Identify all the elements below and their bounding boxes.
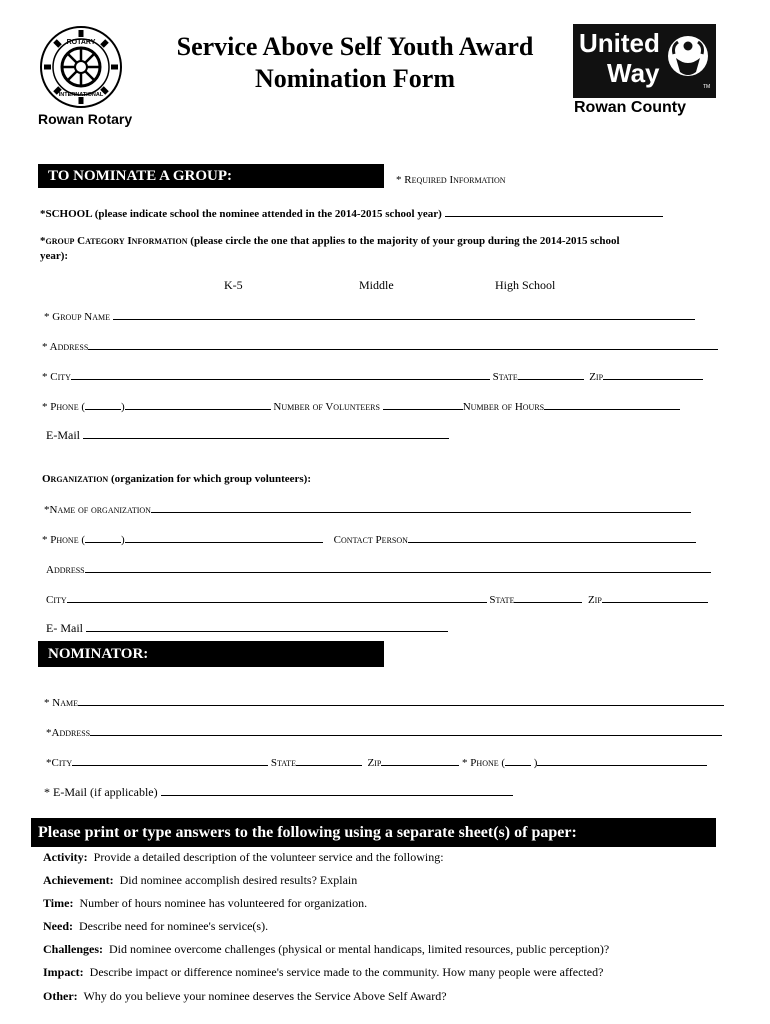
form-title-line1: Service Above Self Youth Award <box>176 32 534 61</box>
org-phone-label: * Phone ( <box>42 534 85 546</box>
nominator-city-label: *City <box>46 757 73 769</box>
svg-text:ROTARY: ROTARY <box>66 39 96 46</box>
nominator-zip-label: Zip <box>367 757 382 769</box>
rotary-wheel-logo <box>40 24 122 115</box>
category-option-middle[interactable]: Middle <box>359 278 394 292</box>
school-label: *SCHOOL (please indicate school the nominee attended in the 2014-2015 school year) <box>40 208 442 220</box>
instruction-activity: Activity: Provide a detailed description of the volunteer service and the following: <box>43 850 444 864</box>
org-email-label: E- Mail <box>46 621 83 635</box>
org-address-field[interactable] <box>85 561 711 573</box>
group-phone-field[interactable] <box>125 398 271 410</box>
rowan-county-caption: Rowan County <box>574 99 686 116</box>
category-option-high-school[interactable]: High School <box>495 278 556 292</box>
nominator-state-field[interactable] <box>296 754 362 766</box>
org-city-row <box>46 591 708 607</box>
nominator-city-row <box>46 754 707 770</box>
group-phone-area-field[interactable] <box>85 398 121 410</box>
category-text-1: (please circle the one that applies to the majority of your group during the 2014-2015 school <box>187 235 620 247</box>
group-volunteers-field[interactable] <box>383 398 463 410</box>
nominator-phone-close: ) <box>533 757 538 769</box>
group-phone-label: * Phone ( <box>42 401 85 413</box>
nominator-address-label: *Address <box>46 727 91 739</box>
rowan-rotary-caption: Rowan Rotary <box>38 111 133 127</box>
required-note: * Required Information <box>396 174 506 186</box>
svg-text:INTERNATIONAL: INTERNATIONAL <box>58 92 104 98</box>
svg-text:TM: TM <box>703 84 710 90</box>
instructions-heading-bar <box>31 818 716 847</box>
group-address-row <box>42 338 718 354</box>
nominator-name-label: * Name <box>44 697 78 709</box>
org-state-field[interactable] <box>514 591 582 603</box>
organization-heading <box>42 472 311 486</box>
instruction-challenges: Challenges: Did nominee overcome challenges (physical or mental handicaps, limited resources, public perception)? <box>43 942 610 956</box>
form-title-line2: Nomination Form <box>254 64 456 93</box>
group-section-heading-bar <box>38 164 384 188</box>
instruction-need: Need: Describe need for nominee's service(s). <box>43 919 269 933</box>
group-zip-label: Zip <box>589 371 604 383</box>
nominator-city-field[interactable] <box>72 754 268 766</box>
group-email-row <box>46 427 449 442</box>
group-name-field[interactable] <box>113 308 695 320</box>
group-name-row <box>44 308 695 324</box>
nominator-state-label: State <box>270 757 296 769</box>
nominator-heading: NOMINATOR: <box>48 646 149 662</box>
org-address-row <box>46 561 711 577</box>
nominator-zip-field[interactable] <box>381 754 459 766</box>
group-hours-field[interactable] <box>544 398 680 410</box>
category-label: *group Category Information <box>40 235 188 247</box>
group-section-heading: TO NOMINATE A GROUP: <box>48 168 233 184</box>
nominator-name-field[interactable] <box>78 694 724 706</box>
united-way-hand-icon <box>666 32 710 92</box>
org-phone-close: ) <box>121 534 125 546</box>
instruction-impact: Impact: Describe impact or difference nominee's service made to the community. How many people were affected? <box>43 965 604 979</box>
org-contact-label: Contact Person <box>333 534 408 546</box>
org-name-row <box>44 501 691 517</box>
category-line-1 <box>40 234 620 248</box>
group-zip-field[interactable] <box>603 368 703 380</box>
group-address-field[interactable] <box>88 338 718 350</box>
instruction-time: Time: Number of hours nominee has volunteered for organization. <box>43 896 368 910</box>
org-phone-row <box>42 531 696 547</box>
org-state-label: State <box>489 594 515 606</box>
nominator-name-row <box>44 694 724 710</box>
group-volunteers-label: Number of Volunteers <box>273 401 380 413</box>
group-city-row <box>42 368 703 384</box>
nominator-phone-field[interactable] <box>537 754 707 766</box>
org-zip-field[interactable] <box>602 591 708 603</box>
nominator-phone-label: * Phone ( <box>462 757 506 769</box>
school-field[interactable] <box>445 205 663 217</box>
group-phone-row <box>42 398 680 414</box>
united-way-logo <box>573 24 716 98</box>
group-city-field[interactable] <box>71 368 490 380</box>
organization-heading-label: Organization <box>42 473 109 485</box>
united-way-word-2: Way <box>607 58 660 88</box>
group-name-label: * Group Name <box>44 311 111 323</box>
group-phone-close: ) <box>121 401 125 413</box>
nominator-phone-area-field[interactable] <box>505 754 531 766</box>
group-hours-label: Number of Hours <box>462 401 545 413</box>
org-name-label: *Name of organization <box>44 504 151 516</box>
category-option-k5[interactable]: K-5 <box>224 278 243 292</box>
group-state-field[interactable] <box>518 368 584 380</box>
group-address-label: * Address <box>42 341 89 353</box>
group-email-field[interactable] <box>83 427 449 439</box>
group-email-label: E-Mail <box>46 428 80 442</box>
nominator-address-field[interactable] <box>90 724 722 736</box>
nominator-email-field[interactable] <box>161 784 513 796</box>
org-city-field[interactable] <box>67 591 487 603</box>
school-line <box>40 205 663 221</box>
instruction-other: Other: Why do you believe your nominee deserves the Service Above Self Award? <box>43 989 447 1003</box>
org-address-label: Address <box>46 564 85 576</box>
org-email-field[interactable] <box>86 620 448 632</box>
nominator-email-row <box>44 784 513 799</box>
org-name-field[interactable] <box>151 501 691 513</box>
instructions-heading: Please print or type answers to the following using a separate sheet(s) of paper: <box>38 824 577 841</box>
united-way-word-1: United <box>579 28 660 58</box>
nominator-heading-bar <box>38 641 384 667</box>
org-contact-field[interactable] <box>408 531 696 543</box>
group-state-label: State <box>492 371 518 383</box>
org-email-row <box>46 620 448 635</box>
category-line-2: year): <box>40 250 69 262</box>
org-phone-field[interactable] <box>125 531 323 543</box>
org-city-label: City <box>46 594 67 606</box>
nominator-email-label: * E-Mail (if applicable) <box>44 785 158 799</box>
org-phone-area-field[interactable] <box>85 531 121 543</box>
nominator-address-row <box>46 724 722 740</box>
organization-heading-text: (organization for which group volunteers): <box>108 473 311 485</box>
group-city-label: * City <box>42 371 71 383</box>
org-zip-label: Zip <box>587 594 602 606</box>
instruction-achievement: Achievement: Did nominee accomplish desired results? Explain <box>43 873 358 887</box>
